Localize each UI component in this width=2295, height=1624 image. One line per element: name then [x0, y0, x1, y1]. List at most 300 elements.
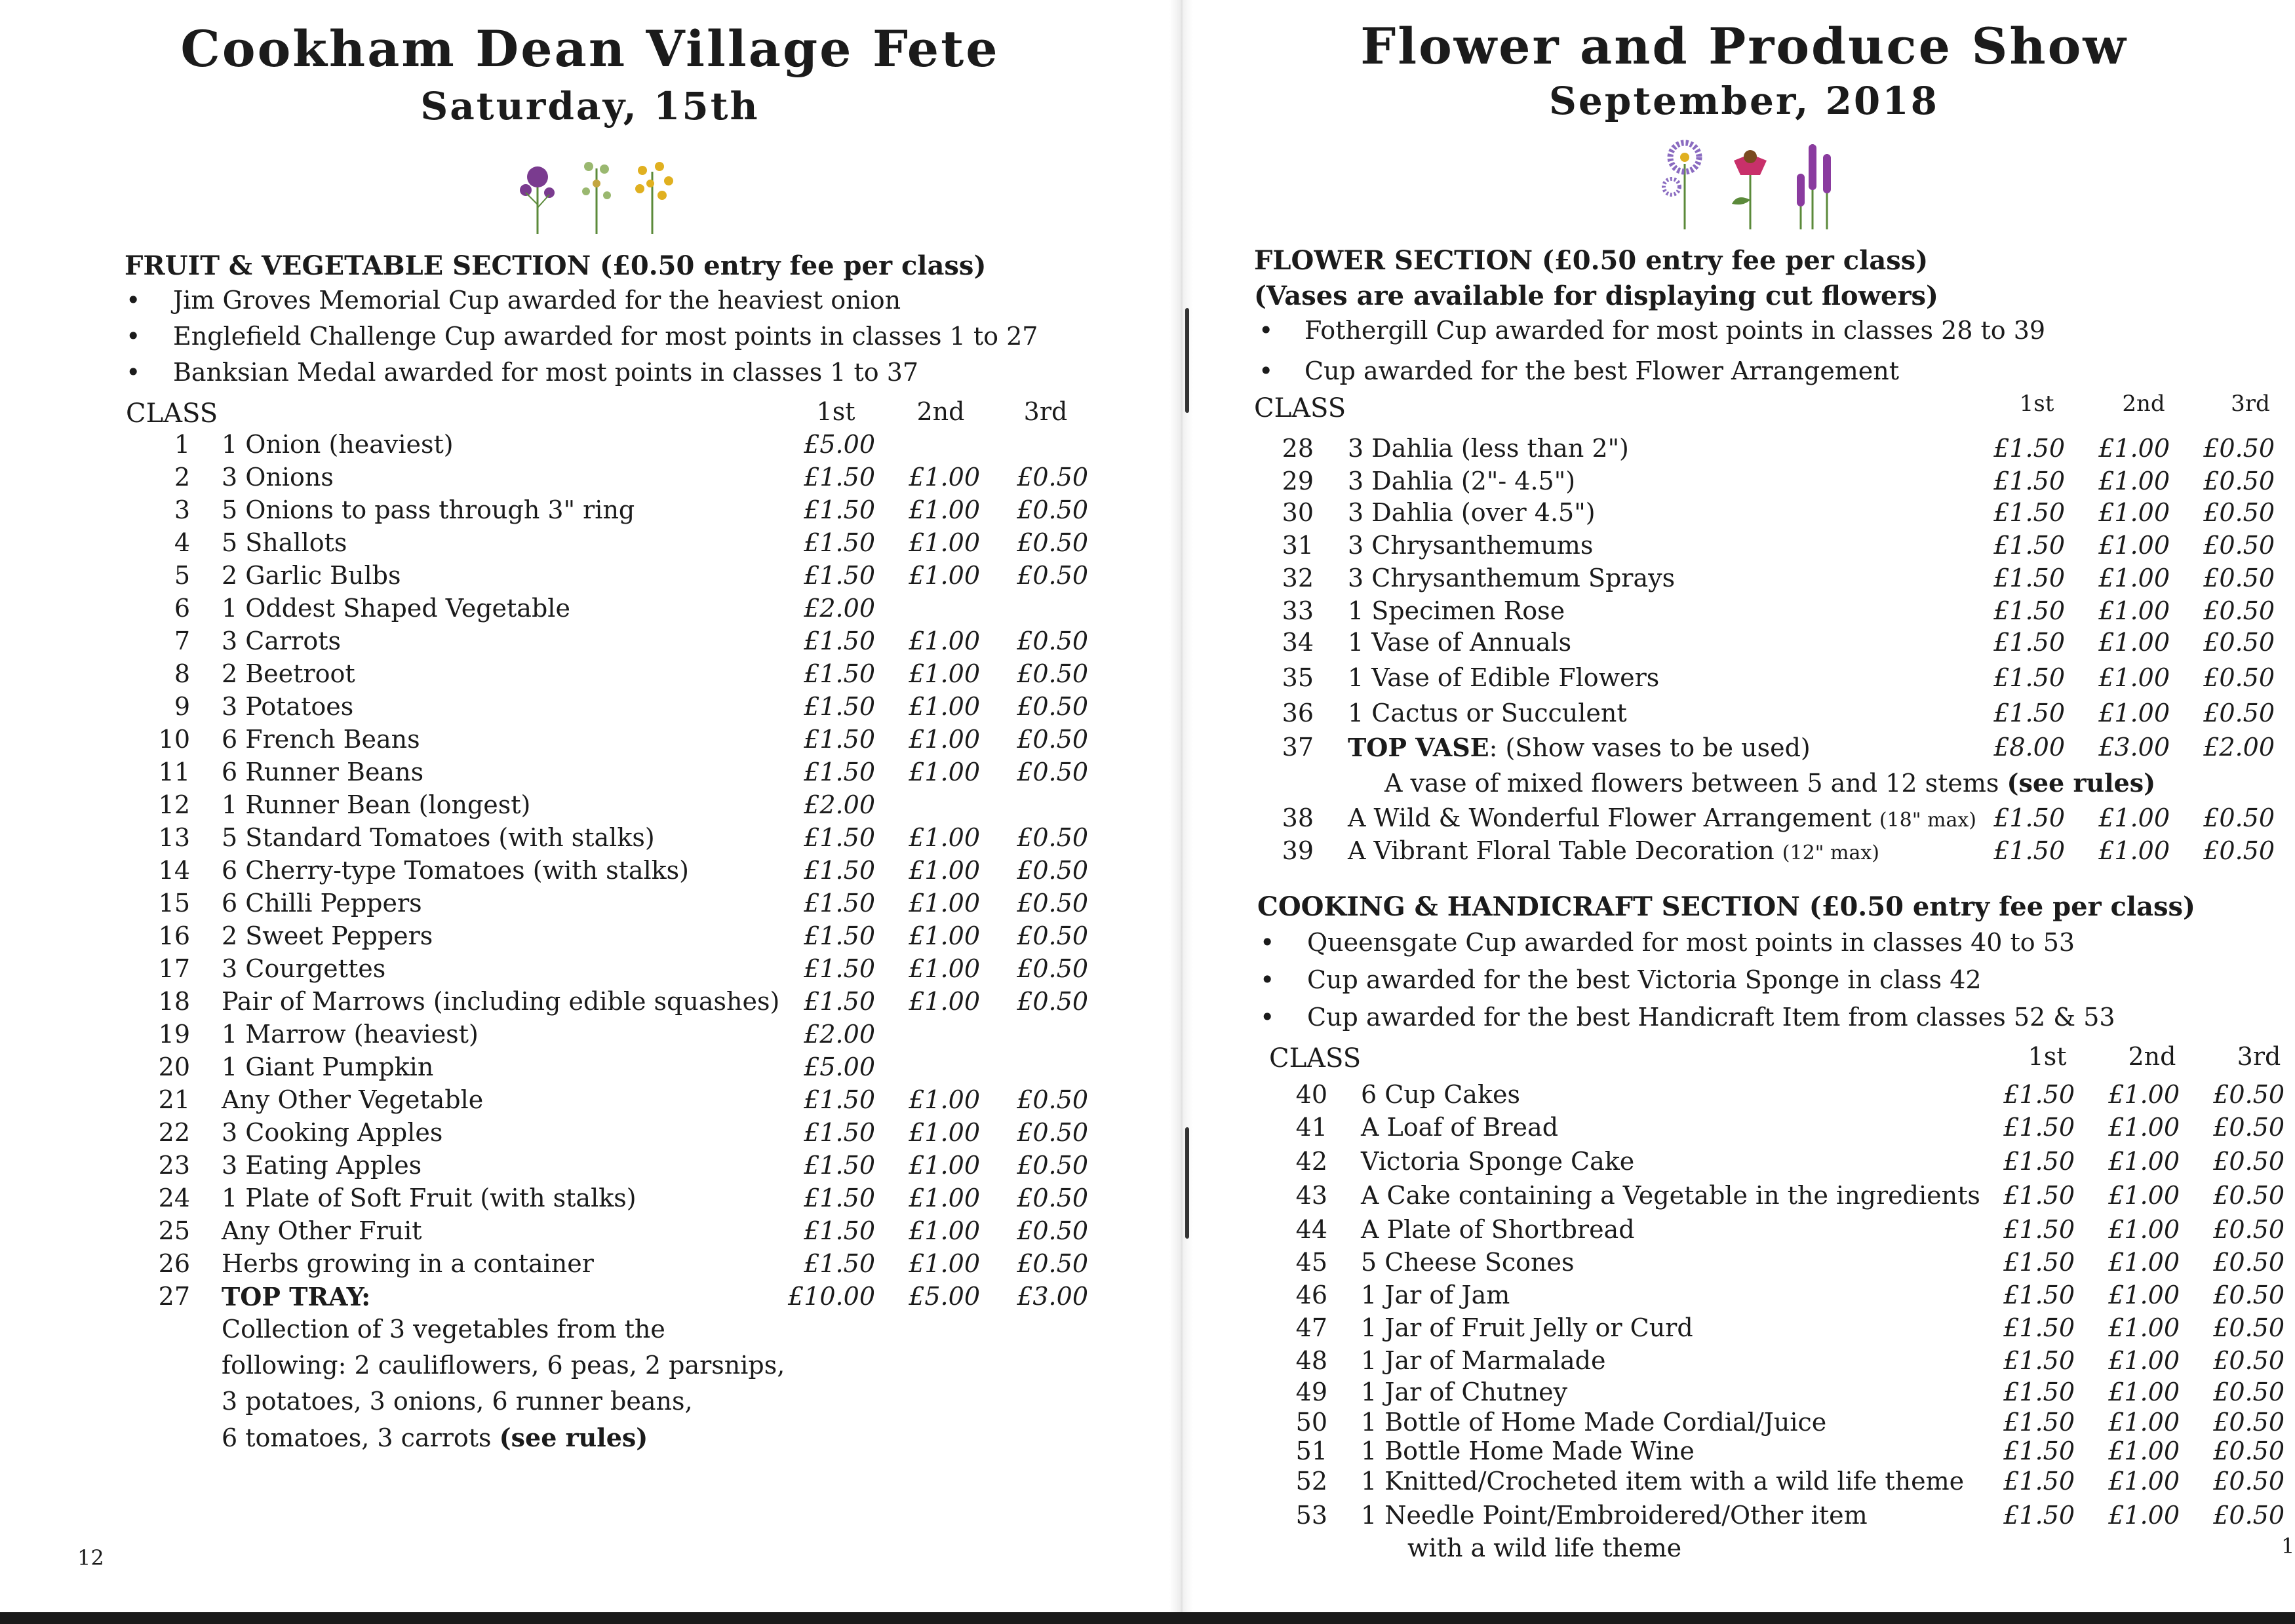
class-description: Any Other Fruit — [222, 1216, 422, 1245]
table-row — [0, 1020, 1180, 1053]
award-item: • Queensgate Cup awarded for most points in classes 40 to 53 — [1260, 928, 2075, 957]
class-description: 1 Bottle Home Made Wine — [1361, 1437, 1695, 1465]
class-description: 1 Runner Bean (longest) — [222, 790, 531, 819]
first-prize: £1.50 — [804, 1118, 875, 1147]
class-number: 45 — [1295, 1248, 1327, 1277]
class-number: 53 — [1295, 1501, 1327, 1530]
third-prize: £3.00 — [1017, 1282, 1088, 1311]
table-row — [1180, 699, 2295, 731]
second-prize: £1.00 — [2098, 663, 2170, 692]
first-prize: £2.00 — [804, 790, 875, 819]
third-prize: £0.50 — [1017, 495, 1088, 524]
green-flower-icon — [582, 162, 611, 234]
third-prize: £0.50 — [1017, 889, 1088, 918]
class-description: A Cake containing a Vegetable in the ingredients — [1361, 1181, 1980, 1210]
second-prize: £1.00 — [2098, 628, 2170, 657]
table-row — [0, 823, 1180, 856]
award-item: • Englefield Challenge Cup awarded for most points in classes 1 to 27 — [126, 322, 1038, 351]
awards-list — [126, 286, 1038, 394]
third-prize: £0.50 — [2203, 596, 2275, 625]
class-description: 5 Standard Tomatoes (with stalks) — [222, 823, 655, 852]
table-row: 37 TOP VASE: (Show vases to be used) £8.00 £3.00 £2.00 — [1282, 733, 2275, 762]
yellow-flower-icon — [635, 162, 673, 234]
class-description: 1 Marrow (heaviest) — [222, 1020, 479, 1049]
class-description: 3 Potatoes — [222, 692, 354, 721]
table-row — [0, 1249, 1180, 1282]
second-prize-header: 2nd — [2128, 1042, 2176, 1071]
class-number: 11 — [158, 758, 190, 786]
thistle-flower-icon — [520, 166, 555, 234]
third-prize: £0.50 — [2213, 1113, 2285, 1142]
second-prize: £1.00 — [909, 463, 980, 492]
second-prize: £1.00 — [909, 823, 980, 852]
second-prize: £5.00 — [909, 1282, 980, 1311]
second-prize: £1.00 — [2108, 1313, 2180, 1342]
first-prize: £1.50 — [804, 561, 875, 590]
garden-flower-illustration — [1655, 134, 1852, 233]
top-tray-line: following: 2 cauliflowers, 6 peas, 2 parsnips, — [222, 1351, 785, 1380]
class-description: 1 Vase of Edible Flowers — [1348, 663, 1660, 692]
class-number: 32 — [1282, 564, 1314, 592]
first-prize: £1.50 — [804, 921, 875, 950]
flower-awards-list — [1259, 316, 2046, 393]
first-prize: £1.50 — [804, 1216, 875, 1245]
first-prize: £1.50 — [804, 725, 875, 754]
class-description: 1 Specimen Rose — [1348, 596, 1565, 625]
first-prize: £1.50 — [804, 528, 875, 557]
class-number: 40 — [1295, 1080, 1327, 1109]
third-prize: £0.50 — [2213, 1248, 2285, 1277]
class-number: 7 — [174, 627, 190, 655]
third-prize-header: 3rd — [2231, 391, 2270, 417]
top-tray-line: 3 potatoes, 3 onions, 6 runner beans, — [222, 1387, 693, 1416]
second-prize: £1.00 — [909, 889, 980, 918]
class-description: 1 Jar of Marmalade — [1361, 1346, 1606, 1375]
cooking-section-heading — [1257, 891, 2195, 922]
class-number: 27 — [158, 1282, 190, 1311]
table-row — [0, 1282, 1180, 1315]
third-prize: £0.50 — [2203, 531, 2275, 560]
third-prize: £0.50 — [1017, 627, 1088, 655]
second-prize: £1.00 — [909, 561, 980, 590]
section-fee: (£0.50 entry fee per class) — [600, 250, 987, 281]
second-prize-header: 2nd — [916, 397, 965, 426]
class-description: 1 Jar of Chutney — [1361, 1378, 1568, 1406]
third-prize: £0.50 — [2213, 1080, 2285, 1109]
class-description: 6 Cup Cakes — [1361, 1080, 1520, 1109]
table-row — [1180, 1408, 2295, 1440]
class-number: 50 — [1295, 1408, 1327, 1437]
table-row — [0, 725, 1180, 758]
table-row — [0, 790, 1180, 823]
third-prize: £0.50 — [2203, 467, 2275, 495]
first-prize: £1.50 — [2003, 1248, 2075, 1277]
class-description: 3 Chrysanthemums — [1348, 531, 1594, 560]
first-prize: £1.50 — [804, 823, 875, 852]
fruit-veg-section-heading — [125, 250, 986, 281]
table-row — [0, 856, 1180, 889]
third-prize: £0.50 — [1017, 987, 1088, 1016]
class-description: Any Other Vegetable — [222, 1085, 484, 1114]
second-prize: £1.00 — [2108, 1281, 2180, 1309]
class-description: 1 Vase of Annuals — [1348, 628, 1572, 657]
table-row — [0, 1085, 1180, 1118]
first-prize: £1.50 — [804, 954, 875, 983]
third-prize: £0.50 — [1017, 1118, 1088, 1147]
second-prize: £1.00 — [2108, 1113, 2180, 1142]
first-prize: £1.50 — [1993, 564, 2065, 592]
first-prize: £10.00 — [788, 1282, 875, 1311]
class-description: A Loaf of Bread — [1361, 1113, 1559, 1142]
table-row — [1180, 1346, 2295, 1379]
class-number: 3 — [174, 495, 190, 524]
third-prize: £0.50 — [1017, 1184, 1088, 1212]
third-prize: £0.50 — [1017, 463, 1088, 492]
second-prize: £1.00 — [909, 659, 980, 688]
class-description: 6 Runner Beans — [222, 758, 424, 786]
class-description: 1 Jar of Fruit Jelly or Curd — [1361, 1313, 1693, 1342]
third-prize: £0.50 — [1017, 921, 1088, 950]
second-prize: £1.00 — [2108, 1467, 2180, 1496]
second-prize: £1.00 — [2098, 498, 2170, 527]
class-number: 18 — [158, 987, 190, 1016]
section-title: FRUIT & VEGETABLE SECTION — [125, 250, 591, 281]
first-prize: £1.50 — [2003, 1378, 2075, 1406]
table-row — [1180, 1215, 2295, 1248]
first-prize: £1.50 — [1993, 467, 2065, 495]
first-prize: £1.50 — [804, 758, 875, 786]
first-prize-header: 1st — [816, 397, 855, 426]
first-prize: £1.50 — [1993, 663, 2065, 692]
first-prize: £1.50 — [804, 856, 875, 885]
second-prize: £1.00 — [2108, 1215, 2180, 1244]
table-row — [0, 1151, 1180, 1184]
first-prize: £1.50 — [804, 987, 875, 1016]
class-number: 35 — [1282, 663, 1314, 692]
class-number: 1 — [174, 430, 190, 459]
top-tray-line: 6 tomatoes, 3 carrots (see rules) — [222, 1423, 648, 1452]
class-number: 30 — [1282, 498, 1314, 527]
second-prize: £1.00 — [909, 1085, 980, 1114]
class-description: 2 Garlic Bulbs — [222, 561, 401, 590]
third-prize: £0.50 — [2203, 434, 2275, 463]
top-vase-note: A vase of mixed flowers between 5 and 12 stems (see rules) — [1384, 768, 2156, 798]
table-row — [1180, 1248, 2295, 1281]
third-prize: £0.50 — [1017, 954, 1088, 983]
third-prize: £0.50 — [1017, 692, 1088, 721]
lavender-spike-icon — [1797, 144, 1831, 229]
third-prize: £0.50 — [2213, 1281, 2285, 1309]
class-description: 3 Chrysanthemum Sprays — [1348, 564, 1676, 592]
class-description: 2 Sweet Peppers — [222, 921, 433, 950]
class-description: 1 Giant Pumpkin — [222, 1053, 434, 1081]
third-prize: £0.50 — [2213, 1408, 2285, 1437]
second-prize: £1.00 — [909, 758, 980, 786]
second-prize: £1.00 — [909, 725, 980, 754]
table-row — [1180, 1313, 2295, 1346]
row53-continuation: with a wild life theme — [1407, 1534, 1682, 1562]
class-column-header: CLASS — [1269, 1043, 1362, 1073]
first-prize: £1.50 — [1993, 498, 2065, 527]
flower-section-heading — [1254, 245, 1928, 276]
section-fee: (£0.50 entry fee per class) — [1541, 245, 1929, 276]
second-prize: £1.00 — [909, 528, 980, 557]
first-prize: £1.50 — [1993, 699, 2065, 727]
first-prize: £1.50 — [804, 692, 875, 721]
table-row — [0, 889, 1180, 921]
table-row — [0, 528, 1180, 561]
first-prize: £1.50 — [1993, 434, 2065, 463]
table-row — [1180, 1467, 2295, 1499]
third-prize: £0.50 — [2203, 628, 2275, 657]
section-title: COOKING & HANDICRAFT SECTION — [1257, 891, 1800, 922]
table-row: 39 A Vibrant Floral Table Decoration (12" max) £1.50 £1.00 £0.50 — [1282, 836, 2275, 865]
table-row — [1180, 434, 2295, 467]
table-row — [1180, 564, 2295, 596]
award-item: • Cup awarded for the best Flower Arrangement — [1259, 357, 1899, 385]
second-prize: £1.00 — [909, 856, 980, 885]
third-prize: £0.50 — [1017, 528, 1088, 557]
class-number: 15 — [158, 889, 190, 918]
first-prize: £1.50 — [804, 463, 875, 492]
class-number: 46 — [1295, 1281, 1327, 1309]
table-row — [1180, 1281, 2295, 1313]
page-number: 12 — [77, 1545, 104, 1570]
class-number: 4 — [174, 528, 190, 557]
first-prize: £1.50 — [2003, 1346, 2075, 1375]
table-row — [1180, 1080, 2295, 1113]
class-description: 3 Onions — [222, 463, 334, 492]
first-prize-header: 1st — [2019, 391, 2054, 417]
table-row — [0, 692, 1180, 725]
award-item: • Jim Groves Memorial Cup awarded for the heaviest onion — [126, 286, 901, 315]
class-number: 17 — [158, 954, 190, 983]
second-prize: £1.00 — [909, 987, 980, 1016]
class-description: 1 Cactus or Succulent — [1348, 699, 1627, 727]
class-number: 5 — [174, 561, 190, 590]
coneflower-icon — [1732, 150, 1767, 229]
first-prize: £1.50 — [2003, 1080, 2075, 1109]
second-prize: £1.00 — [2098, 699, 2170, 727]
table-row — [0, 758, 1180, 790]
third-prize: £0.50 — [2203, 663, 2275, 692]
first-prize: £1.50 — [2003, 1181, 2075, 1210]
table-row — [0, 561, 1180, 594]
class-number: 10 — [158, 725, 190, 754]
table-row — [0, 463, 1180, 495]
table-row: 38 A Wild & Wonderful Flower Arrangement (18" max) £1.50 £1.00 £0.50 — [1282, 803, 2275, 832]
first-prize: £1.50 — [2003, 1313, 2075, 1342]
class-number: 2 — [174, 463, 190, 492]
class-number: 47 — [1295, 1313, 1327, 1342]
first-prize: £1.50 — [804, 1184, 875, 1212]
third-prize: £0.50 — [2213, 1215, 2285, 1244]
third-prize: £0.50 — [1017, 758, 1088, 786]
second-prize: £1.00 — [909, 1118, 980, 1147]
table-row — [0, 594, 1180, 627]
class-description: 6 French Beans — [222, 725, 420, 754]
table-row — [1180, 596, 2295, 629]
class-description: 5 Onions to pass through 3" ring — [222, 495, 635, 524]
class-number: 36 — [1282, 699, 1314, 727]
table-row — [1180, 498, 2295, 531]
third-prize: £0.50 — [2213, 1313, 2285, 1342]
table-row — [0, 627, 1180, 659]
class-number: 43 — [1295, 1181, 1327, 1210]
class-number: 24 — [158, 1184, 190, 1212]
third-prize: £0.50 — [1017, 659, 1088, 688]
page-number: 1 — [2281, 1534, 2295, 1558]
first-prize: £1.50 — [804, 1249, 875, 1278]
class-number: 23 — [158, 1151, 190, 1180]
class-description: 1 Onion (heaviest) — [222, 430, 454, 459]
third-prize: £0.50 — [1017, 725, 1088, 754]
right-page — [1180, 0, 2295, 1624]
class-number: 42 — [1295, 1147, 1327, 1176]
first-prize: £1.50 — [2003, 1467, 2075, 1496]
third-prize: £0.50 — [2203, 498, 2275, 527]
section-fee: (£0.50 entry fee per class) — [1809, 891, 2195, 922]
class-number: 16 — [158, 921, 190, 950]
class-description: 3 Dahlia (2"- 4.5") — [1348, 467, 1576, 495]
class-description: 1 Jar of Jam — [1361, 1281, 1510, 1309]
third-prize-header: 3rd — [1023, 397, 1068, 426]
class-column-header: CLASS — [1254, 393, 1346, 423]
first-prize: £1.50 — [2003, 1437, 2075, 1465]
class-description: 1 Bottle of Home Made Cordial/Juice — [1361, 1408, 1827, 1437]
table-row — [1180, 663, 2295, 696]
table-row — [1180, 1181, 2295, 1214]
table-row — [1180, 1113, 2295, 1146]
second-prize: £1.00 — [909, 954, 980, 983]
class-number: 52 — [1295, 1467, 1327, 1496]
first-prize: £1.50 — [804, 495, 875, 524]
page-title: Flower and Produce Show — [1360, 17, 2128, 75]
class-description: TOP TRAY: — [222, 1282, 371, 1311]
table-row — [0, 921, 1180, 954]
third-prize: £0.50 — [2213, 1147, 2285, 1176]
class-description: 5 Cheese Scones — [1361, 1248, 1575, 1277]
class-description: 3 Eating Apples — [222, 1151, 422, 1180]
class-description: Victoria Sponge Cake — [1361, 1147, 1635, 1176]
table-row — [0, 430, 1180, 463]
class-number: 22 — [158, 1118, 190, 1147]
second-prize: £1.00 — [2108, 1080, 2180, 1109]
table-row — [0, 495, 1180, 528]
table-row — [0, 1053, 1180, 1085]
table-row — [0, 659, 1180, 692]
table-row — [0, 1184, 1180, 1216]
first-prize: £2.00 — [804, 1020, 875, 1049]
aster-flower-icon — [1664, 143, 1699, 229]
class-description: 3 Dahlia (less than 2") — [1348, 434, 1629, 463]
table-row — [1180, 1147, 2295, 1180]
second-prize: £1.00 — [909, 692, 980, 721]
second-prize: £1.00 — [2108, 1181, 2180, 1210]
first-prize: £1.50 — [1993, 531, 2065, 560]
first-prize: £1.50 — [1993, 628, 2065, 657]
class-number: 8 — [174, 659, 190, 688]
table-row — [1180, 531, 2295, 564]
class-number: 19 — [158, 1020, 190, 1049]
first-prize: £1.50 — [2003, 1215, 2075, 1244]
second-prize: £1.00 — [2098, 564, 2170, 592]
second-prize: £1.00 — [909, 1184, 980, 1212]
first-prize: £1.50 — [804, 889, 875, 918]
first-prize: £1.50 — [804, 627, 875, 655]
cooking-awards-list — [1260, 928, 2115, 1040]
class-number: 25 — [158, 1216, 190, 1245]
second-prize: £1.00 — [2098, 434, 2170, 463]
third-prize: £0.50 — [2213, 1346, 2285, 1375]
second-prize: £1.00 — [909, 1249, 980, 1278]
page-subtitle: Saturday, 15th — [420, 84, 760, 128]
third-prize: £0.50 — [1017, 1216, 1088, 1245]
second-prize: £1.00 — [2098, 467, 2170, 495]
class-number: 49 — [1295, 1378, 1327, 1406]
class-description: A Plate of Shortbread — [1361, 1215, 1635, 1244]
first-prize: £1.50 — [804, 1151, 875, 1180]
class-description: 1 Knitted/Crocheted item with a wild life theme — [1361, 1467, 1965, 1496]
class-description: 1 Needle Point/Embroidered/Other item — [1361, 1501, 1868, 1530]
second-prize: £1.00 — [909, 921, 980, 950]
class-description: Pair of Marrows (including edible squashes) — [222, 987, 780, 1016]
class-number: 48 — [1295, 1346, 1327, 1375]
third-prize: £0.50 — [2213, 1437, 2285, 1465]
page-title: Cookham Dean Village Fete — [180, 20, 1000, 78]
class-description: 2 Beetroot — [222, 659, 355, 688]
first-prize-header: 1st — [2028, 1042, 2067, 1071]
vases-note: (Vases are available for displaying cut flowers) — [1254, 280, 1938, 311]
see-rules-label: (see rules) — [2007, 768, 2156, 798]
class-description: 6 Cherry-type Tomatoes (with stalks) — [222, 856, 690, 885]
section-title: FLOWER SECTION — [1254, 245, 1533, 276]
first-prize: £5.00 — [804, 430, 875, 459]
class-number: 28 — [1282, 434, 1314, 463]
table-row — [0, 1118, 1180, 1151]
third-prize: £0.50 — [2213, 1181, 2285, 1210]
class-number: 20 — [158, 1053, 190, 1081]
third-prize: £0.50 — [1017, 561, 1088, 590]
second-prize: £1.00 — [2108, 1501, 2180, 1530]
award-item: • Banksian Medal awarded for most points in classes 1 to 37 — [126, 358, 919, 387]
second-prize: £1.00 — [2108, 1147, 2180, 1176]
second-prize: £1.00 — [2108, 1378, 2180, 1406]
third-prize: £0.50 — [1017, 1249, 1088, 1278]
class-number: 26 — [158, 1249, 190, 1278]
award-item: • Cup awarded for the best Victoria Sponge in class 42 — [1260, 965, 1982, 994]
class-number: 29 — [1282, 467, 1314, 495]
see-rules-label: (see rules) — [499, 1423, 648, 1452]
page-subtitle: September, 2018 — [1548, 79, 1939, 123]
class-description: 3 Dahlia (over 4.5") — [1348, 498, 1596, 527]
third-prize: £0.50 — [2203, 699, 2275, 727]
top-vase-label: TOP VASE — [1348, 733, 1489, 762]
second-prize: £1.00 — [909, 627, 980, 655]
third-prize: £0.50 — [2213, 1378, 2285, 1406]
class-column-header: CLASS — [126, 398, 218, 429]
first-prize: £5.00 — [804, 1053, 875, 1081]
first-prize: £1.50 — [2003, 1501, 2075, 1530]
class-number: 13 — [158, 823, 190, 852]
class-number: 41 — [1295, 1113, 1327, 1142]
table-row — [1180, 1378, 2295, 1410]
second-prize: £1.00 — [909, 1151, 980, 1180]
class-description: Herbs growing in a container — [222, 1249, 594, 1278]
third-prize: £0.50 — [1017, 1151, 1088, 1180]
class-description: 1 Oddest Shaped Vegetable — [222, 594, 570, 623]
second-prize: £1.00 — [2098, 596, 2170, 625]
